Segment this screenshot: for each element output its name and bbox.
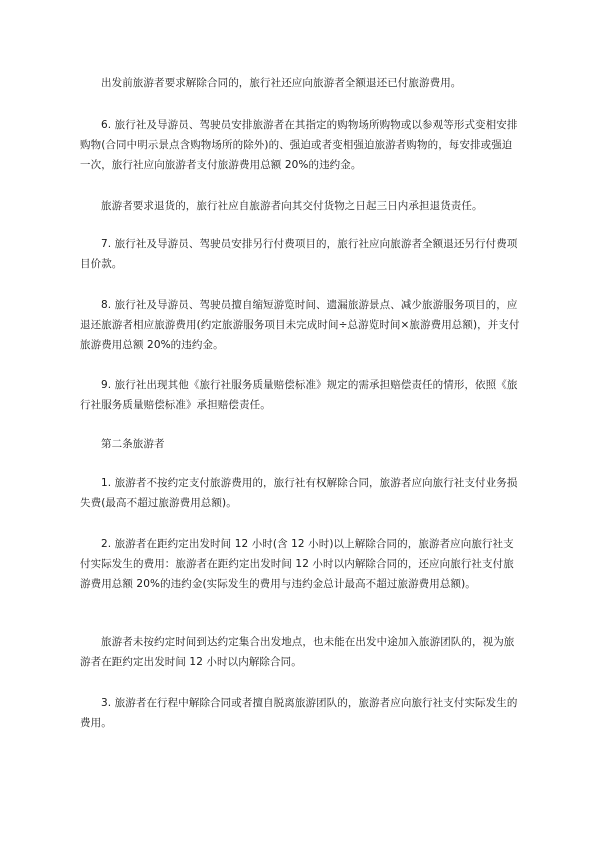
- paragraph-return-goods: 旅游者要求退货的，旅行社应自旅游者向其交付货物之日起三日内承担退货责任。: [101, 200, 483, 212]
- paragraph-clause-7-extra-fees: 7. 旅行社及导游员、驾驶员安排另行付费项目的，旅行社应向旅游者全额退还另行付费项目价款。: [80, 238, 518, 270]
- section-heading-tourist: 第二条旅游者: [101, 438, 165, 450]
- paragraph-clause-8-shortened-tour: 8. 旅行社及导游员、驾驶员擅自缩短游览时间、遗漏旅游景点、减少旅游服务项目的，应退还旅游者相应旅游费用(约定旅游服务项目未完成时间÷总游览时间×旅游费用总额)，并支付旅游费用总额 20%的违约金。: [80, 299, 520, 351]
- paragraph-clause-6-shopping: 6. 旅行社及导游员、驾驶员安排旅游者在其指定的购物场所购物或以参观等形式变相安排购物(合同中明示景点含购物场所的除外)的、强迫或者变相强迫旅游者购物的，每安排或强迫一次，旅行社应向旅游者支付旅游费用总额 20%的违约金。: [80, 119, 518, 171]
- paragraph-tourist-clause-2: 2. 旅游者在距约定出发时间 12 小时(含 12 小时)以上解除合同的，旅游者应向旅行社支付实际发生的费用：旅游者在距约定出发时间 12 小时以内解除合同的，还应向旅行社支付旅游费用总额 20%的违约金(实际发生的费用与违约金总计最高不超过旅游费用总额)。: [80, 538, 514, 590]
- paragraph-clause-9-compensation: 9. 旅行社出现其他《旅行社服务质量赔偿标准》规定的需承担赔偿责任的情形，依照《旅行社服务质量赔偿标准》承担赔偿责任。: [80, 379, 518, 411]
- paragraph-refund-before-departure: 出发前旅游者要求解除合同的，旅行社还应向旅游者全额退还已付旅游费用。: [101, 77, 462, 89]
- paragraph-late-arrival: 旅游者未按约定时间到达约定集合出发地点，也未能在出发中途加入旅游团队的，视为旅游者在距约定出发时间 12 小时以内解除合同。: [80, 636, 515, 668]
- paragraph-tourist-clause-3: 3. 旅游者在行程中解除合同或者擅自脱离旅游团队的，旅游者应向旅行社支付实际发生的费用。: [80, 697, 518, 729]
- paragraph-tourist-clause-1: 1. 旅游者不按约定支付旅游费用的，旅行社有权解除合同，旅游者应向旅行社支付业务损失费(最高不超过旅游费用总额)。: [80, 477, 518, 509]
